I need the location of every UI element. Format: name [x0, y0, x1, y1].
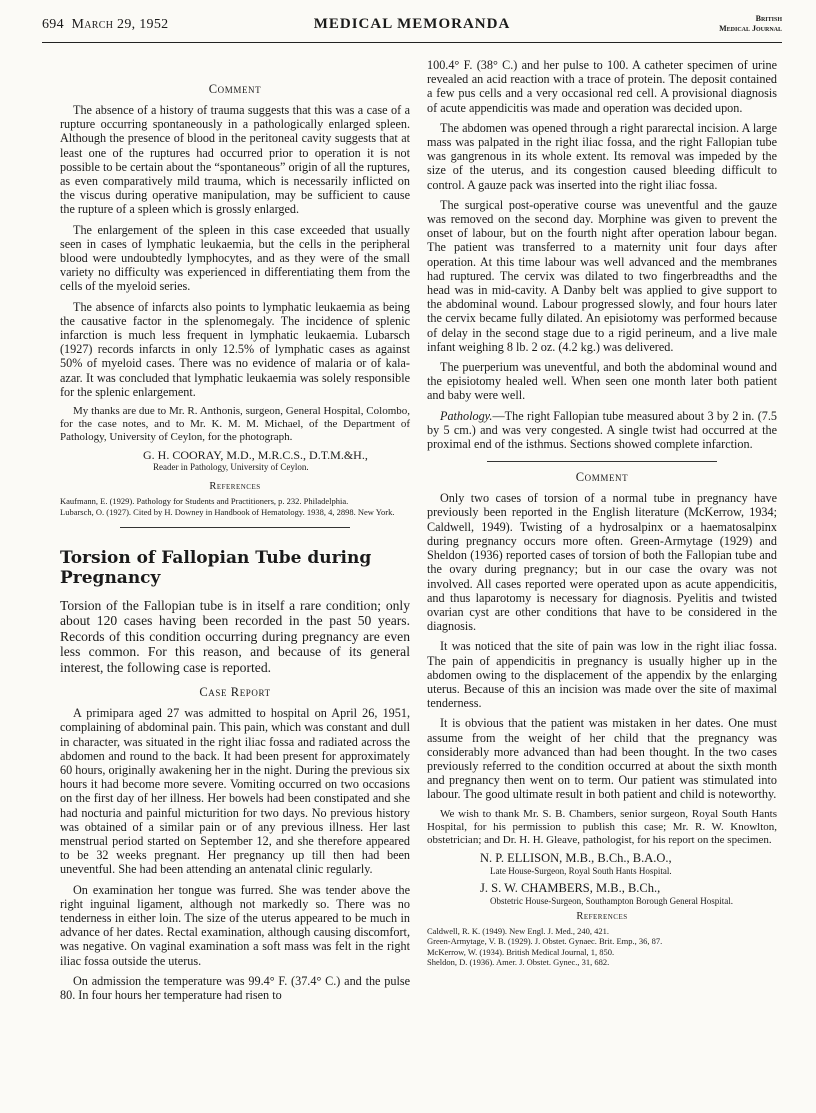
author-affiliation: Obstetric House-Surgeon, Southampton Borough General Hospital.	[490, 895, 734, 906]
issue-date: March 29, 1952	[71, 17, 169, 32]
case-report-heading: Case Report	[199, 685, 271, 700]
author-affiliation: Late House-Surgeon, Royal South Hants Hospital.	[490, 865, 672, 876]
acknowledgement: My thanks are due to Mr. R. Anthonis, surgeon, General Hospital, Colombo, for the case notes, and to Mr. K. M. M. Michael, of the Department of Pathology, University of Ceylon, for the photograph.	[60, 405, 410, 444]
references-heading: References	[209, 481, 261, 493]
paragraph: On examination her tongue was furred. She was tender above the right inguinal ligament, although not markedly so. There was no tenderness in either loin. The size of the uterus appeared to be much in advance of her dates. Rectal examination, although causing discomfort, was negative. On vaginal examination a soft mass was felt in the right iliac fossa outside the uterus.	[60, 882, 410, 968]
divider	[120, 527, 350, 528]
paragraph: The enlargement of the spleen in this case exceeded that usually seen in cases of lymphatic leukaemia, but the cells in the peripheral blood were undoubtedly lymphocytes, and as they were of the small variety no difficulty was experienced in differentiating them from the cells of the myeloid series.	[60, 222, 410, 294]
paragraph: Only two cases of torsion of a normal tube in pregnancy have previously been reported in the English literature (McKerrow, 1934; Caldwell, 1949). Twisting of a hydrosalpinx or a haematosalpinx during pregnancy occurs more often. Green-Armytage (1929) and Sheldon (1936) reported cases of torsion of both the Fallopian tube and the ovary during pregnancy; but in our case the ovary was not involved. All cases reported were operated upon as acute appendicitis, and thus laparotomy is necessary for diagnosis. Pyelitis and twisted ovarian cyst are other conditions that have to be considered in the diagnosis.	[427, 491, 777, 634]
reference: Caldwell, R. K. (1949). New Engl. J. Med., 240, 421.	[427, 925, 610, 936]
paragraph: It is obvious that the patient was mistaken in her dates. One must assume from the weight of her child that the pregnancy was considerably more advanced than had been thought. In the two cases previously referred to the condition occurred at about the sixth month and pregnancy then went on to term. Our patient was stimulated into labour. The good ultimate result in both patient and child is noteworthy.	[427, 716, 777, 802]
page-number-date: 694 March 29, 1952	[42, 17, 169, 32]
author-name: G. H. COORAY, M.D., M.R.C.S., D.T.M.&H.,	[143, 448, 368, 463]
acknowledgement: We wish to thank Mr. S. B. Chambers, senior surgeon, Royal South Hants Hospital, for his permission to publish this case; Mr. R. W. Knowlton, obstetrician; and Dr. H. H. Gleave, pathologist, for his report on the specimen.	[427, 807, 777, 846]
section-title: MEDICAL MEMORANDA	[313, 16, 511, 32]
author-affiliation: Reader in Pathology, University of Ceylon.	[153, 462, 309, 473]
paragraph: 100.4° F. (38° C.) and her pulse to 100. A catheter specimen of urine revealed an acid reaction with a trace of protein. The deposit contained a few pus cells and a very occasional red cell. A provisional diagnosis of acute appendicitis was made and operation was decided upon.	[427, 58, 777, 115]
pathology-label: Pathology.	[440, 408, 493, 423]
comment-heading: Comment	[208, 82, 262, 96]
reference: Kaufmann, E. (1929). Pathology for Students and Practitioners, p. 232. Philadelphia.	[60, 496, 349, 507]
reference: McKerrow, W. (1934). British Medical Journal, 1, 850.	[427, 946, 615, 957]
paragraph: On admission the temperature was 99.4° F. (37.4° C.) and the pulse 80. In four hours her temperature had risen to	[60, 973, 410, 1002]
journal-name: British Medical Journal	[719, 14, 782, 33]
reference: Green-Armytage, V. B. (1929). J. Obstet. Gynaec. Brit. Emp., 36, 87.	[427, 936, 663, 947]
paragraph: The absence of infarcts also points to lymphatic leukaemia as being the causative factor in the splenomegaly. The incidence of splenic infarction is much less frequent in lymphatic leukaemia. Lubarsch (1927) records infarcts in only 12.5% of lymphatic cases as against 50% of myeloid cases. There was no evidence of malaria or of kala-azar. It was concluded that lymphatic leukaemia was solely responsible for the splenic enlargement.	[60, 299, 410, 399]
page-header	[42, 12, 782, 43]
paragraph: A primipara aged 27 was admitted to hospital on April 26, 1951, complaining of abdominal pain. This pain, which was constant and dull in character, was situated in the right iliac fossa and radiated across the abdomen and round to the back. It had been present for approximately 60 hours, originally awakening her in the night. During the previous six hours it had become more severe. Vomiting occurred on two occasions on the first day of her illness. Her bowels had been constipated and she had nocturia and painful micturition for two days. No previous history was obtained of a similar pain or of any previous illness. Her last menstrual period started on September 12, and she therefore appeared to be 32 weeks pregnant. Her pregnancy up till then had been uneventful. She had been attending an antenatal clinic regularly.	[60, 706, 410, 877]
left-column	[60, 58, 410, 1008]
paragraph: The abdomen was opened through a right pararectal incision. A large mass was palpated in the right iliac fossa, and the right Fallopian tube was gangrenous in its whole extent. Its removal was impeded by the size of the uterus, and its congestion caused bleeding difficult to control. A gauze pack was inserted into the right iliac fossa.	[427, 120, 777, 192]
lead-paragraph: Torsion of the Fallopian tube is in itself a rare condition; only about 120 cases having been recorded in the past 50 years. Records of this condition occurring during pregnancy are even less common. For this reason, and because of its general interest, the following case is reported.	[60, 598, 410, 675]
divider	[487, 461, 717, 462]
paragraph: The surgical post-operative course was uneventful and the gauze was removed on the second day. Morphine was given to prevent the onset of labour, but on the fourth night after operation labour began. The patient was transferred to a maternity unit four days after operation. At this time labour was well advanced and the membranes had ruptured. The cervix was dilated to two fingerbreadths and the head was in mid-cavity. A Danby belt was applied to give support to the abdominal wound. Labour progressed slowly, and four hours later the cervix became fully dilated. An episiotomy was performed because of delay in the second stage due to a rigid perineum, and a live male infant weighing 8 lb. 2 oz. (4.2 kg.) was delivered.	[427, 197, 777, 354]
references-heading: References	[576, 910, 628, 922]
paragraph: The puerperium was uneventful, and both the abdominal wound and the episiotomy healed well. When seen one month later both patient and baby were well.	[427, 360, 777, 403]
pathology-text: —The right Fallopian tube measured about 3 by 2 in. (7.5 by 5 cm.) and was very congested. A single twist had occurred at the proximal end of the isthmus. Sections showed complete infarction.	[427, 408, 777, 452]
right-column	[427, 58, 777, 968]
paragraph: The absence of a history of trauma suggests that this was a case of a rupture occurring spontaneously in a pathologically enlarged spleen. Although the presence of blood in the peritoneal cavity suggests that at least one of the ruptures had occurred prior to operation it is not possible to be certain about the “spontaneous” origin of all the ruptures, as even comparatively mild trauma, which is necessarily inflicted on the viscus during operative manipulation, may be sufficient to cause the rupture of a spleen which is grossly enlarged.	[60, 103, 410, 217]
pathology-paragraph	[427, 409, 777, 452]
comment-heading: Comment	[575, 470, 629, 485]
author-name: N. P. ELLISON, M.B., B.Ch., B.A.O.,	[480, 850, 672, 865]
article-title: Torsion of Fallopian Tube during Pregnancy	[60, 548, 372, 589]
reference: Sheldon, D. (1936). Amer. J. Obstet. Gynec., 31, 682.	[427, 957, 610, 968]
reference: Lubarsch, O. (1927). Cited by H. Downey in Handbook of Hematology. 1938, 4, 2898. New York.	[60, 506, 395, 517]
author-name: J. S. W. CHAMBERS, M.B., B.Ch.,	[480, 880, 661, 895]
paragraph: It was noticed that the site of pain was low in the right iliac fossa. The pain of appendicitis in pregnancy is usually higher up in the abdomen owing to the displacement of the appendix by the enlarging uterus. Because of this an incision was made over the site of maximal tenderness.	[427, 639, 777, 711]
